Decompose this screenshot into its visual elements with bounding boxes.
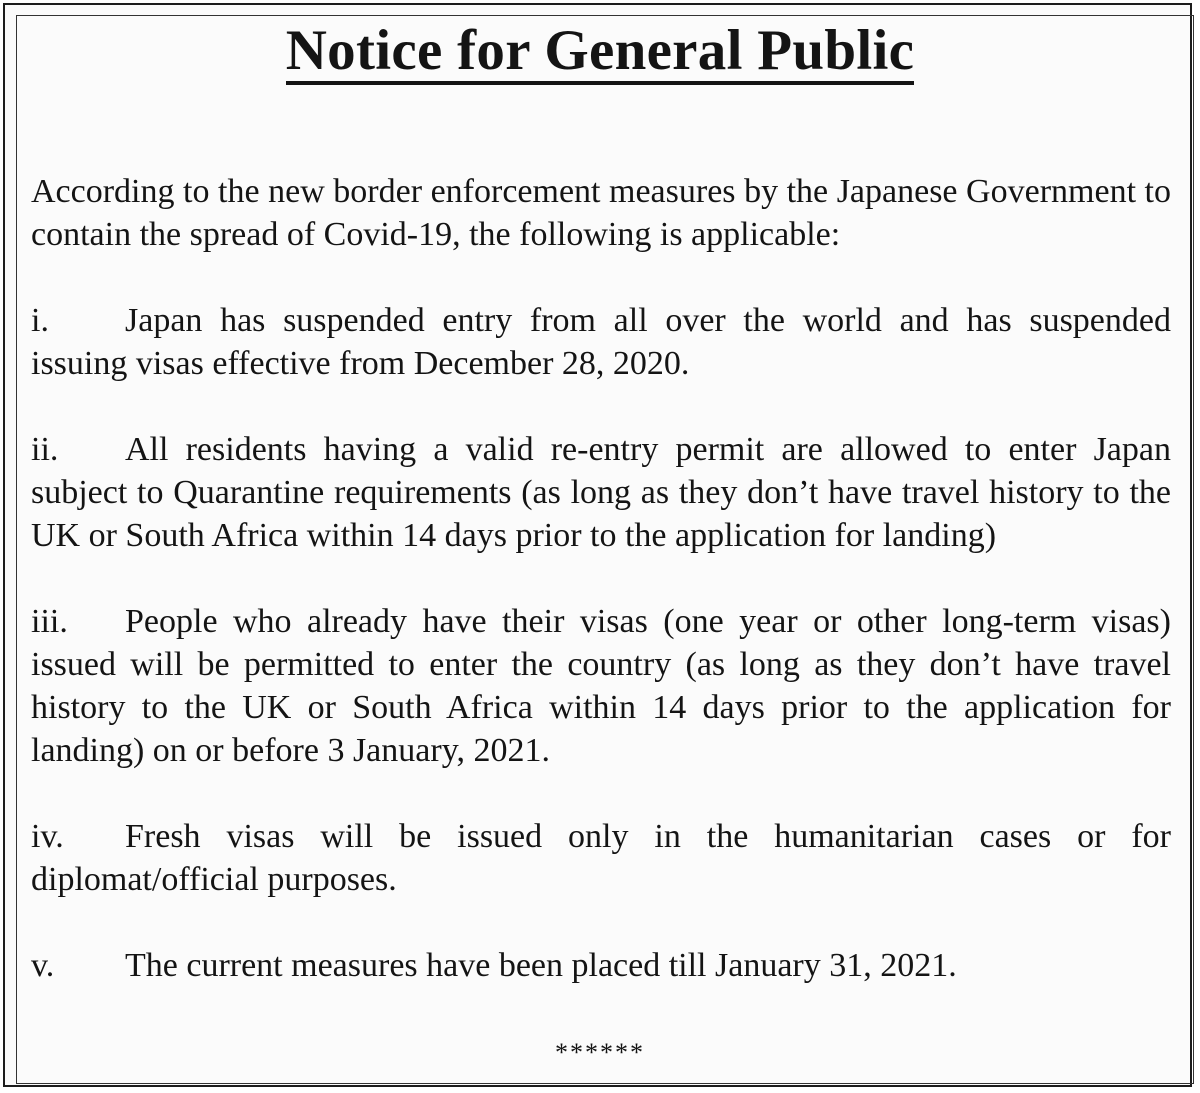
item-number: v. bbox=[31, 947, 55, 984]
list-item-iv bbox=[31, 815, 1171, 901]
item-number: ii. bbox=[31, 431, 59, 468]
item-text: People who already have their visas (one year or other long-term visas) issued will be permitted to enter the country (as long as they don’t have travel history to the UK or South Africa within 14 days prior to the application for landing) on or before 3 January, 2021. bbox=[31, 603, 1171, 769]
list-item-i bbox=[31, 299, 1171, 385]
intro-paragraph: According to the new border enforcement measures by the Japanese Government to contain the spread of Covid-19, the following is applicable: bbox=[31, 173, 1171, 253]
item-text: All residents having a valid re-entry permit are allowed to enter Japan subject to Quarantine requirements (as long as they don’t have travel history to the UK or South Africa within 14 days prior to the application for landing) bbox=[31, 431, 1171, 554]
item-text: Japan has suspended entry from all over the world and has suspended issuing visas effective from December 28, 2020. bbox=[31, 302, 1171, 382]
item-number: iv. bbox=[31, 818, 64, 855]
notice-body bbox=[31, 170, 1171, 987]
item-text: Fresh visas will be issued only in the humanitarian cases or for diplomat/official purposes. bbox=[31, 818, 1171, 898]
end-marker: ****** bbox=[555, 1038, 645, 1067]
item-number: iii. bbox=[31, 603, 68, 640]
list-item-iii bbox=[31, 600, 1171, 772]
list-item-ii bbox=[31, 428, 1171, 557]
notice-title-text: Notice for General Public bbox=[286, 22, 915, 85]
item-number: i. bbox=[31, 302, 49, 339]
item-text: The current measures have been placed till January 31, 2021. bbox=[125, 947, 957, 984]
list-item-v bbox=[31, 944, 1171, 987]
notice-title bbox=[0, 19, 1200, 85]
